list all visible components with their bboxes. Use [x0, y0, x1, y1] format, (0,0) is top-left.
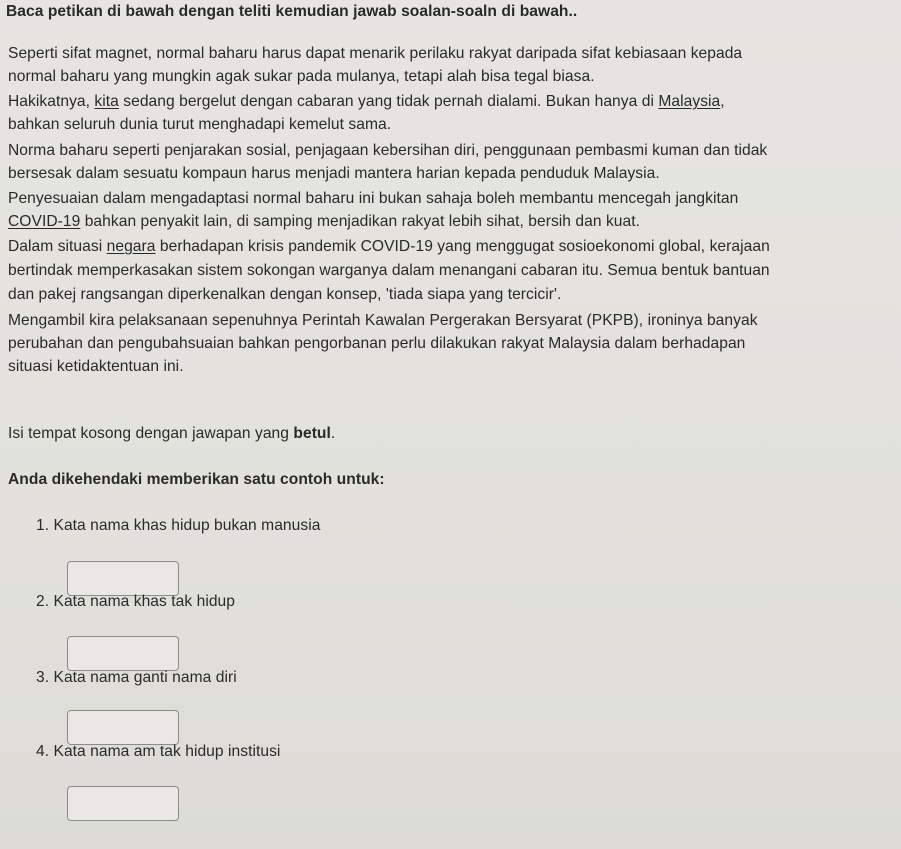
passage-line: normal baharu yang mungkin agak sukar pada mulanya, tetapi alah bisa tegal biasa. [8, 68, 595, 85]
passage-text: , [720, 93, 725, 110]
passage-line: situasi ketidaktentuan ini. [8, 358, 184, 375]
passage-line: bertindak memperkasakan sistem sokongan warganya dalam menangani cabaran itu. Semua bentuk bantuan [8, 262, 770, 279]
question-2-label: 2. Kata nama khas tak hidup [36, 593, 235, 610]
underlined-word-negara: negara [106, 238, 156, 255]
worksheet-title: Baca petikan di bawah dengan teliti kemudian jawab soalan-soaln di bawah.. [6, 3, 578, 20]
passage-line [8, 92, 725, 112]
passage-line: dan pakej rangsangan diperkenalkan dengan konsep, 'tiada siapa yang tercicir'. [8, 286, 562, 303]
question-1-answer-box[interactable] [67, 561, 179, 596]
question-3-label: 3. Kata nama ganti nama diri [36, 669, 237, 686]
passage-line: perubahan dan pengubahsuaian bahkan pengorbanan perlu dilakukan rakyat Malaysia dalam berhadapan [8, 335, 746, 352]
instruction-main: Isi tempat kosong dengan jawapan yang [8, 425, 294, 442]
passage-line: Norma baharu seperti penjarakan sosial, penjagaan kebersihan diri, penggunaan pembasmi kuman dan tidak [8, 142, 768, 159]
instruction-end: . [330, 425, 336, 442]
passage-text: sedang bergelut dengan cabaran yang tidak pernah dialami. Bukan hanya di [118, 93, 659, 110]
question-1-label: 1. Kata nama khas hidup bukan manusia [36, 517, 321, 534]
passage-line [8, 212, 640, 232]
passage-text: Dalam situasi [8, 238, 107, 255]
underlined-word-malaysia: Malaysia [658, 93, 721, 110]
passage-text: berhadapan krisis pandemik COVID-19 yang menggugat sosioekonomi global, kerajaan [155, 238, 770, 255]
passage-line [8, 237, 770, 257]
passage-text: Hakikatnya, [8, 93, 95, 110]
question-4-label: 4. Kata nama am tak hidup institusi [36, 743, 281, 760]
passage-text: bahkan penyakit lain, di samping menjadikan rakyat lebih sihat, bersih dan kuat. [80, 213, 641, 230]
question-2-answer-box[interactable] [67, 636, 179, 671]
instruction-bold-word: betul [293, 425, 331, 442]
task-prompt: Anda dikehendaki memberikan satu contoh untuk: [8, 471, 385, 488]
passage-line: bahkan seluruh dunia turut menghadapi kemelut sama. [8, 116, 392, 133]
underlined-word-kita: kita [94, 93, 119, 110]
instruction-text [8, 424, 335, 444]
question-4-answer-box[interactable] [67, 786, 179, 821]
question-3-answer-box[interactable] [67, 710, 179, 745]
passage-line: Penyesuaian dalam mengadaptasi normal baharu ini bukan sahaja boleh membantu mencegah jangkitan [8, 190, 739, 207]
passage-line: Mengambil kira pelaksanaan sepenuhnya Perintah Kawalan Pergerakan Bersyarat (PKPB), ironinya banyak [8, 312, 758, 329]
passage-line: bersesak dalam sesuatu kompaun harus menjadi mantera harian kepada penduduk Malaysia. [8, 165, 660, 182]
underlined-word-covid: COVID-19 [8, 213, 81, 230]
passage-line: Seperti sifat magnet, normal baharu harus dapat menarik perilaku rakyat daripada sifat kebiasaan kepada [8, 45, 743, 62]
